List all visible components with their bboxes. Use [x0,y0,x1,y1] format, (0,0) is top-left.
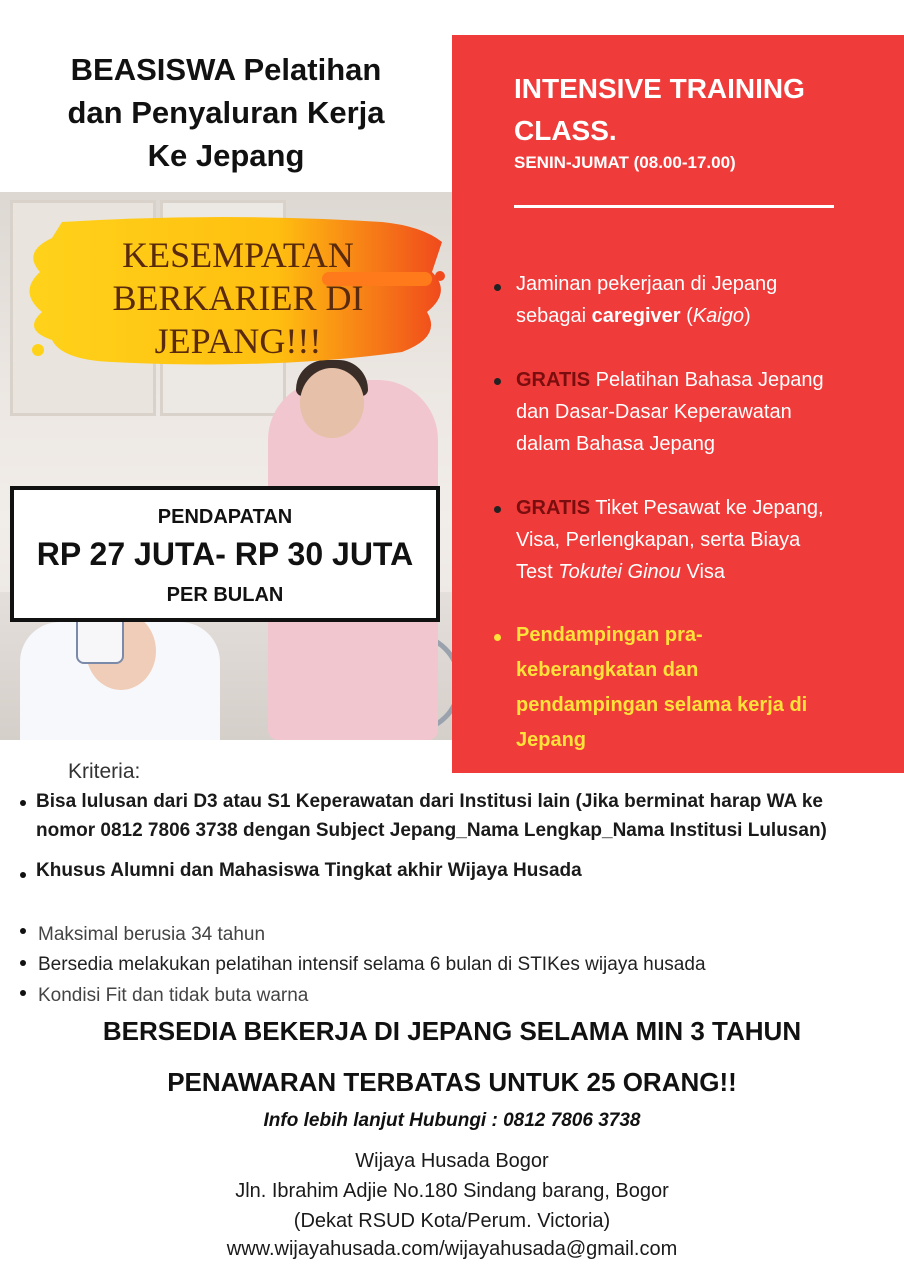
title-line-1: BEASISWA Pelatihan [70,52,382,87]
benefit-text-line [516,492,872,524]
benefit-text: Tiket Pesawat ke Jepang, [590,497,824,519]
website-email: www.wijayahusada.com/wijayahusada@gmail.com [226,1238,678,1260]
benefit-text: Test [516,561,559,583]
bullet-dot [20,990,26,996]
criteria-item: Bersedia melakukan pelatihan intensif selama 6 bulan di STIKes wijaya husada [38,954,706,975]
gratis-label: GRATIS [516,369,591,391]
benefit-text: Pelatihan Bahasa Jepang [590,369,824,391]
title-line-2: dan Penyaluran Kerja [67,95,385,130]
benefit-text: Pendampingan pra- [516,624,703,646]
criteria-item: Khusus Alumni dan Mahasiswa Tingkat akhir Wijaya Husada [36,860,582,881]
criteria-title: Kriteria: [68,760,141,783]
training-title [514,68,874,152]
criteria-item: Maksimal berusia 34 tahun [38,924,266,945]
benefit-text: pendampingan selama kerja di [516,694,808,716]
benefit-text: sebagai [516,305,592,327]
bullet-dot [494,284,501,291]
benefit-text: dan Dasar-Dasar Keperawatan [516,401,792,423]
banner-line-1: KESEMPATAN [122,235,354,275]
training-title-line-1: INTENSIVE TRAINING [514,73,805,104]
income-period: PER BULAN [166,584,284,606]
benefit-mentoring [516,618,886,758]
benefit-text: ( [680,305,693,327]
divider [514,205,834,208]
training-title-line-2: CLASS. [514,115,617,146]
bullet-dot [20,872,26,878]
banner-text [48,234,428,363]
patient-head [300,368,364,438]
bullet-dot [494,378,501,385]
organization-name: Wijaya Husada Bogor [355,1150,549,1172]
income-amount: RP 27 JUTA- RP 30 JUTA [36,536,414,572]
criteria-text: nomor 0812 7806 3738 dengan Subject Jepang_Nama Lengkap_Nama Institusi Lulusan) [36,820,827,841]
bullet-dot [494,506,501,513]
address: Jln. Ibrahim Adjie No.180 Sindang barang, Bogor [235,1180,669,1202]
tokutei-ginou-text: Tokutei Ginou [558,561,681,583]
benefit-text: Jepang [516,729,587,751]
criteria-item: Kondisi Fit dan tidak buta warna [38,985,309,1006]
landmark: (Dekat RSUD Kota/Perum. Victoria) [293,1210,611,1232]
bullet-dot [20,928,26,934]
income-label: PENDAPATAN [157,506,293,528]
bullet-dot [20,800,26,806]
benefit-free-training [516,364,872,460]
training-schedule: SENIN-JUMAT (08.00-17.00) [514,153,736,172]
benefit-text-line [516,364,872,396]
limited-offer-notice: PENAWARAN TERBATAS UNTUK 25 ORANG!! [167,1067,737,1097]
commitment-notice: BERSEDIA BEKERJA DI JEPANG SELAMA MIN 3 TAHUN [102,1016,802,1046]
bullet-dot [20,960,26,966]
criteria-item [36,787,902,845]
benefit-free-ticket [516,492,872,588]
benefit-text: dalam Bahasa Jepang [516,433,716,455]
banner-line-3: JEPANG!!! [154,321,322,361]
criteria-text: Bisa lulusan dari D3 atau S1 Keperawatan dari Institusi lain (Jika berminat harap WA ke [36,791,823,812]
caregiver-text: caregiver [591,305,681,327]
banner-line-2: BERKARIER DI [112,278,364,318]
title-line-3: Ke Jepang [147,138,305,173]
kaigo-text: Kaigo [692,305,744,327]
benefit-text: Jaminan pekerjaan di Jepang [516,273,778,295]
gratis-label: GRATIS [516,497,591,519]
benefit-text: Visa, Perlengkapan, serta Biaya [516,529,801,551]
benefit-text-line [516,556,872,588]
benefit-job-guarantee [516,268,872,332]
benefit-text: Visa [680,561,726,583]
benefit-text-line [516,300,872,332]
benefit-text: keberangkatan dan [516,659,699,681]
contact-info: Info lebih lanjut Hubungi : 0812 7806 3738 [263,1110,641,1131]
benefit-text: ) [743,305,751,327]
bullet-dot [494,634,501,641]
poster-title [0,48,452,177]
